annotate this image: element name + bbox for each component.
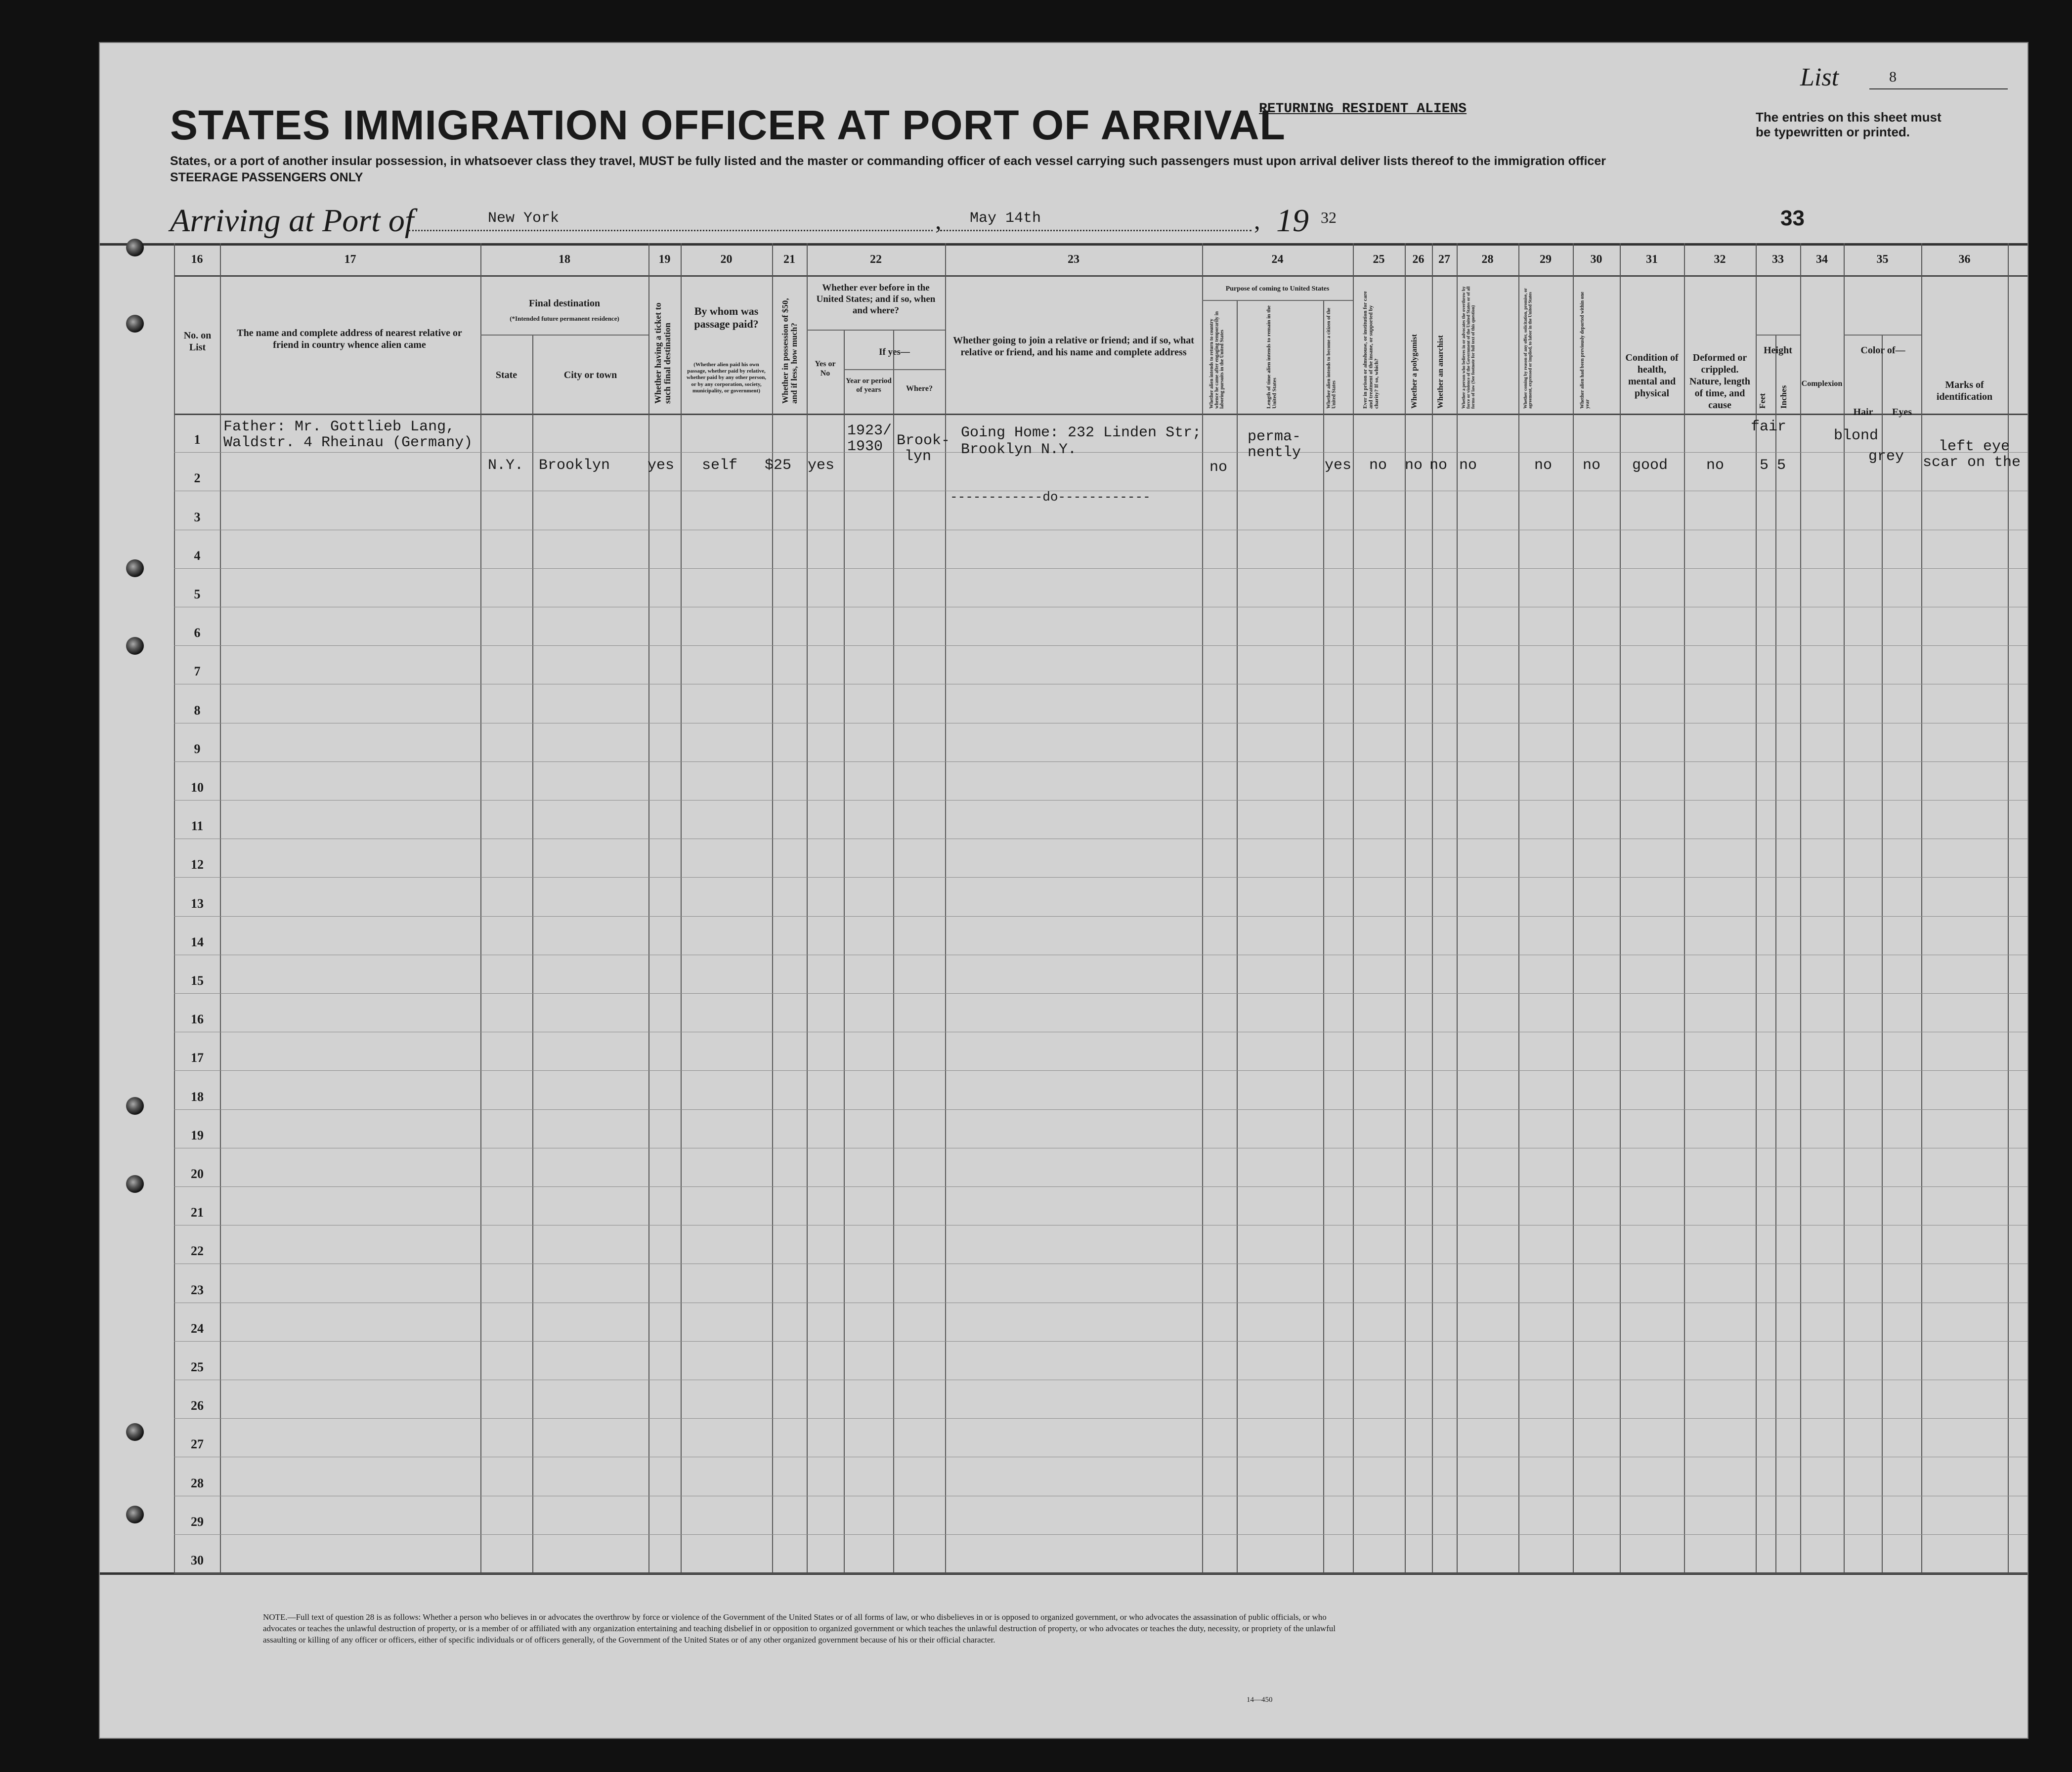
col-num-33: 33 — [1772, 253, 1784, 266]
year-prefix: 19 — [1276, 203, 1309, 239]
punch-hole — [126, 1097, 144, 1115]
row-number: 26 — [191, 1398, 204, 1413]
row-number: 3 — [194, 509, 201, 524]
list-number: 8 — [1889, 69, 1897, 85]
header-years: Year or period of years — [846, 377, 892, 394]
header-purpose: Purpose of coming to United States — [1225, 285, 1330, 293]
row-rule — [174, 761, 2028, 762]
header-hair: Hair — [1853, 407, 1873, 418]
entry-eyes: grey — [1868, 448, 1904, 465]
col-num-21: 21 — [783, 253, 795, 266]
row-number: 21 — [191, 1205, 204, 1220]
entry-hair: blond — [1834, 427, 1879, 444]
date-value: May 14th — [970, 210, 1041, 227]
row-number: 19 — [191, 1128, 204, 1142]
header-money: Whether in possession of $50, and if less, how much? — [780, 298, 799, 404]
row-number: 16 — [191, 1012, 204, 1027]
row-number: 6 — [194, 626, 201, 640]
year-suffix: 32 — [1321, 209, 1337, 226]
entry-city: Brooklyn — [539, 457, 610, 474]
col-num-28: 28 — [1481, 253, 1494, 266]
row-number: 11 — [191, 819, 204, 834]
header-ticket: Whether having a ticket to such final destination — [653, 302, 672, 404]
header-final-destination: Final destination — [529, 298, 600, 309]
col-num-20: 20 — [720, 253, 733, 266]
returning-resident-stamp: RETURNING RESIDENT ALIENS — [1259, 101, 1467, 117]
col-num-19: 19 — [658, 253, 671, 266]
entry-complexion: fair — [1751, 419, 1787, 435]
entry-where-2: lyn — [905, 448, 932, 465]
col-num-24: 24 — [1271, 253, 1284, 266]
row-number: 25 — [191, 1360, 204, 1374]
header-prison: Ever in prison or almshouse, or institution for care and treatment of the insane, or supported by charity? If so, which? — [1362, 291, 1380, 409]
header-marks: Marks of identification — [1936, 380, 1993, 402]
form-number: 14—450 — [1247, 1696, 1273, 1704]
row-number: 7 — [194, 664, 201, 679]
row-number: 12 — [191, 857, 204, 872]
row-number: 20 — [191, 1167, 204, 1181]
punch-hole — [126, 1423, 144, 1441]
col-num-31: 31 — [1646, 253, 1658, 266]
header-height: Height — [1764, 345, 1792, 356]
entry-years-1: 1923/ — [847, 422, 892, 439]
entry-paid-by: self — [702, 457, 738, 474]
entry-deported: no — [1583, 457, 1601, 474]
entry-stay-2: nently — [1248, 444, 1301, 461]
entry-feet: 5 — [1760, 457, 1769, 474]
header-purpose-citizen: Whether alien intends to become a citizen of the United States — [1326, 307, 1337, 409]
col-num-25: 25 — [1373, 253, 1385, 266]
row-number: 24 — [191, 1321, 204, 1336]
entry-citizen: yes — [1325, 457, 1352, 474]
entry-marks-2: scar on the — [1923, 454, 2021, 471]
col-num-23: 23 — [1068, 253, 1079, 266]
header-polygamist: Whether a polygamist — [1410, 334, 1419, 409]
header-paid-by-note: (Whether alien paid his own passage, whether paid by relative, whether paid by any other person, or by any corporation, society, municipality, or government) — [687, 362, 766, 394]
col-num-32: 32 — [1714, 253, 1726, 266]
col-num-18: 18 — [559, 253, 570, 266]
row-rule — [174, 1109, 2028, 1110]
entry-health: good — [1632, 457, 1668, 474]
row-number: 5 — [194, 587, 201, 601]
header-inches: Inches — [1779, 385, 1788, 409]
entry-stay-1: perma- — [1248, 428, 1301, 445]
col-num-17: 17 — [344, 253, 356, 266]
entry-years-2: 1930 — [847, 438, 883, 455]
entry-joining-1: Going Home: 232 Linden Str; — [961, 424, 1202, 441]
punch-hole — [126, 1175, 144, 1193]
col-num-35: 35 — [1876, 253, 1889, 266]
instruction-right-2: be typewritten or printed. — [1756, 125, 1910, 139]
row-number: 2 — [194, 471, 201, 486]
subtitle-2: STEERAGE PASSENGERS ONLY — [170, 170, 363, 184]
header-anarchist: Whether an anarchist — [1436, 335, 1445, 409]
entry-relative-line2: Waldstr. 4 Rheinau (Germany) — [223, 434, 473, 451]
row-rule — [174, 1186, 2028, 1187]
entry-q28: no — [1459, 457, 1477, 474]
entry-deformed: no — [1706, 457, 1725, 474]
entry-q29: no — [1534, 457, 1553, 474]
entry-prison: no — [1369, 457, 1387, 474]
entry-inches: 5 — [1777, 457, 1786, 474]
header-city: City or town — [563, 370, 617, 380]
page-title: STATES IMMIGRATION OFFICER AT PORT OF ARRIVAL — [170, 102, 1286, 148]
row-number: 28 — [191, 1476, 204, 1490]
entry-anarchist: no — [1429, 457, 1448, 474]
row-number: 29 — [191, 1514, 204, 1529]
sheet-number: 33 — [1780, 206, 1805, 230]
entry-state: N.Y. — [488, 457, 524, 474]
punch-hole — [126, 315, 144, 333]
row-number: 14 — [191, 934, 204, 949]
header-state: State — [495, 370, 518, 380]
entry-marks-1: left eye — [1939, 438, 2010, 455]
row-number: 30 — [191, 1553, 204, 1567]
col-num-16: 16 — [191, 253, 203, 266]
header-purpose-return: Whether alien intends to return to country whence he came after engaging temporarily in laboring pursuits in the United States — [1209, 311, 1225, 409]
header-eyes: Eyes — [1892, 407, 1912, 418]
header-feet: Feet — [1758, 393, 1767, 409]
header-paid-by: By whom was passage paid? — [694, 305, 759, 331]
header-deformed: Deformed or crippled. Nature, length of time, and cause — [1689, 352, 1750, 411]
entry-money: $25 — [765, 457, 792, 474]
row-number: 23 — [191, 1282, 204, 1297]
row-number: 8 — [194, 703, 201, 717]
header-purpose-length: Length of time alien intends to remain in the United States — [1266, 305, 1278, 409]
row-number: 1 — [194, 432, 201, 447]
entry-polygamist: no — [1405, 457, 1423, 474]
row-rule — [174, 916, 2028, 917]
header-where: Where? — [906, 384, 933, 393]
entry-row2-joining: ------------do------------ — [950, 490, 1151, 505]
row-number: 18 — [191, 1089, 204, 1104]
header-no-on-list: No. on List — [183, 330, 212, 353]
entry-where-1: Brook- — [897, 432, 950, 449]
header-q29: Whether coming by reason of any offer, solicitation, promise, or agreement, expressed or implied, to labor in the United States — [1523, 288, 1533, 409]
footer-note-q28: NOTE.—Full text of question 28 is as follows: Whether a person who believes in or advocates the overthrow by force or violence of the Government of the United States or of all forms of law, or who disbelieves in or is opposed to organized government, or who advocates the assassination of public officials, or who advocates or teaches the unlawful destruction of property, or is a member of or affiliated with any organization entertaining and teaching disbelief in or opposition to organized government or which teaches the unlawful destruction of property, or who advocates or teaches the duty, necessity, or propriety of the unlawful assaulting or killing of any officer or officers, either of specific individuals or of officers generally, of the Government of the United States or of any other organized government because of his or their official character. — [263, 1612, 1336, 1645]
punch-hole — [126, 1506, 144, 1523]
port-value: New York — [488, 210, 560, 227]
row-number: 10 — [191, 780, 204, 795]
header-deported: Whether alien had been previously deported within one year — [1580, 292, 1591, 409]
header-relative-address: The name and complete address of nearest relative or friend in country whence alien came — [237, 328, 462, 350]
row-rule — [174, 1070, 2028, 1071]
col-num-36: 36 — [1958, 253, 1971, 266]
col-num-30: 30 — [1590, 253, 1602, 266]
col-num-27: 27 — [1438, 253, 1450, 266]
row-number: 15 — [191, 973, 204, 988]
entry-ticket: yes — [648, 457, 675, 474]
row-rule — [174, 1534, 2028, 1535]
punch-hole — [126, 637, 144, 655]
header-before-in-us: Whether ever before in the United States; and if so, when and where? — [816, 283, 936, 316]
header-complexion: Complexion — [1801, 380, 1843, 388]
header-q28: Whether a person who believes in or advocates the overthrow by force or violence of the Government of the United States or of all forms of law (See footnote for full text of this question) — [1461, 286, 1475, 409]
row-rule — [174, 800, 2028, 801]
row-number: 22 — [191, 1244, 204, 1259]
subtitle-1: States, or a port of another insular possession, in whatsoever class they travel, MUST be fully listed and the master or commanding officer of each vessel carrying such passengers must upon arrival deliver lists thereof to the immigration officer — [170, 154, 1606, 168]
row-number: 17 — [191, 1051, 204, 1065]
entry-relative-line1: Father: Mr. Gottlieb Lang, — [223, 419, 455, 435]
header-health: Condition of health, mental and physical — [1625, 352, 1679, 399]
row-rule — [174, 993, 2028, 994]
row-number: 13 — [191, 896, 204, 911]
col-num-22: 22 — [870, 253, 882, 266]
entry-return-country: no — [1209, 459, 1228, 476]
row-rule — [174, 877, 2028, 878]
punch-hole — [126, 239, 144, 256]
instruction-right-1: The entries on this sheet must — [1756, 110, 1942, 125]
col-num-26: 26 — [1412, 253, 1424, 266]
row-rule — [174, 452, 2028, 453]
header-joining: Whether going to join a relative or friend; and if so, what relative or friend, and his name and complete address — [953, 335, 1194, 358]
col-num-29: 29 — [1540, 253, 1552, 266]
col-num-34: 34 — [1816, 253, 1828, 266]
manifest-sheet: List 8 STATES IMMIGRATION OFFICER AT PORT OF ARRIVAL RETURNING RESIDENT ALIENS The entries on this sheet must be typewritten or printed. States, or a port of another insular possession, in whatsoever class they travel, MUST be fully listed and the master or commanding officer of each vessel carrying such passengers must upon arrival deliver lists thereof to the immigration officer STEERAGE PASSENGERS ONLY Arriving at Port of New York , May 14th , 19 32 33 16 17 18 19 20 21 22 23 24 25 26 27 28 29 30 31 32 33 34 35 36 No. on List The name and complete address of nearest relative or friend in country whence alien came Final destination (*Intended future permanent residence) State City or town Whether having a ticket to such final destination By whom was passage paid? (Whether alien paid his own passage, whether paid by relative, whether paid by any other person, or by any corporation, society, municipality, or government) Whether in possession of $50, and if less, how much? Whether ever before in the United States; and if so, when and where? Yes or No If yes— Year or period of years Where? Whether going to join a relative or friend; and if so, what relative or friend, and his name and complete address Purpose of coming to United States Whether alien intends to return to country whence he came after engaging temporarily in laboring pursuits in the United States Length of time alien intends to remain in the United States Whether alien intends to become a citizen of the United States Ever in prison or almshouse, or institution for care and treatment of the insane, or supported by charity? If so, which? Whether a polygamist Whether an anarchist Whether a person who believes in or advocates the overthrow by force or violence of the Government of the United States or of all forms of law (See footnote for full text of this question) Whether coming by reason of any offer, solicitation, promise, or agreement, expressed or implied, to labor in the United States Whether alien had been previously deported within one year Condition of health, mental and physical Deformed or crippled. Nature, length of time, and cause Height Feet Inches Complexion Color of— Hair Eyes Marks of identification 1 2 3 4 5 6 7 8 9 10 11 12 13 14 15 16 17 18 19 20 21 22 23 24 25 26 27 28 29 30 Father: Mr. Gottlieb Lang, Waldstr. 4 Rheinau (Germany) N.Y. Brooklyn yes self $25 yes 1923/ 1930 Brook- lyn Going Home: 232 Linden Str; Brooklyn N.Y. no perma- nently yes no no no no no no good no 5 5 fair blond grey left eye scar on the ------------do------------ NOTE.—Full text of question 28 is as follows: Whether a person who believes in or advocates the overthrow by force or violence of the Government of the United States or of all forms of law, or who disbelieves in or is opposed to organized government, or who advocates the assassination of public officials, or who advocates or teaches the unlawful destruction of property, or is a member of or affiliated with any organization entertaining and teaching disbelief in or opposition to organized government or which teaches the unlawful destruction of property, or who advocates or teaches the duty, necessity, or propriety of the unlawful assaulting or killing of any officer or officers, either of specific individuals or of officers generally, of the Government of the United States or of any other organized government because of his or their official character. 14—450 — [99, 42, 2029, 1739]
row-number: 9 — [194, 741, 201, 756]
row-number: 4 — [194, 548, 201, 563]
arriving-label: Arriving at Port of — [170, 203, 414, 239]
header-color-of: Color of— — [1860, 345, 1905, 356]
row-rule — [174, 1418, 2028, 1419]
punch-hole — [126, 559, 144, 577]
row-rule — [174, 1341, 2028, 1342]
row-rule — [174, 568, 2028, 569]
row-number: 27 — [191, 1437, 204, 1452]
row-rule — [174, 645, 2028, 646]
entry-before-in-us: yes — [808, 457, 835, 474]
header-final-destination-note: (*Intended future permanent residence) — [510, 315, 619, 322]
entry-joining-2: Brooklyn N.Y. — [961, 441, 1077, 458]
header-yes-no: Yes or No — [815, 360, 836, 378]
header-if-yes: If yes— — [879, 347, 910, 357]
list-label: List — [1800, 63, 1839, 91]
